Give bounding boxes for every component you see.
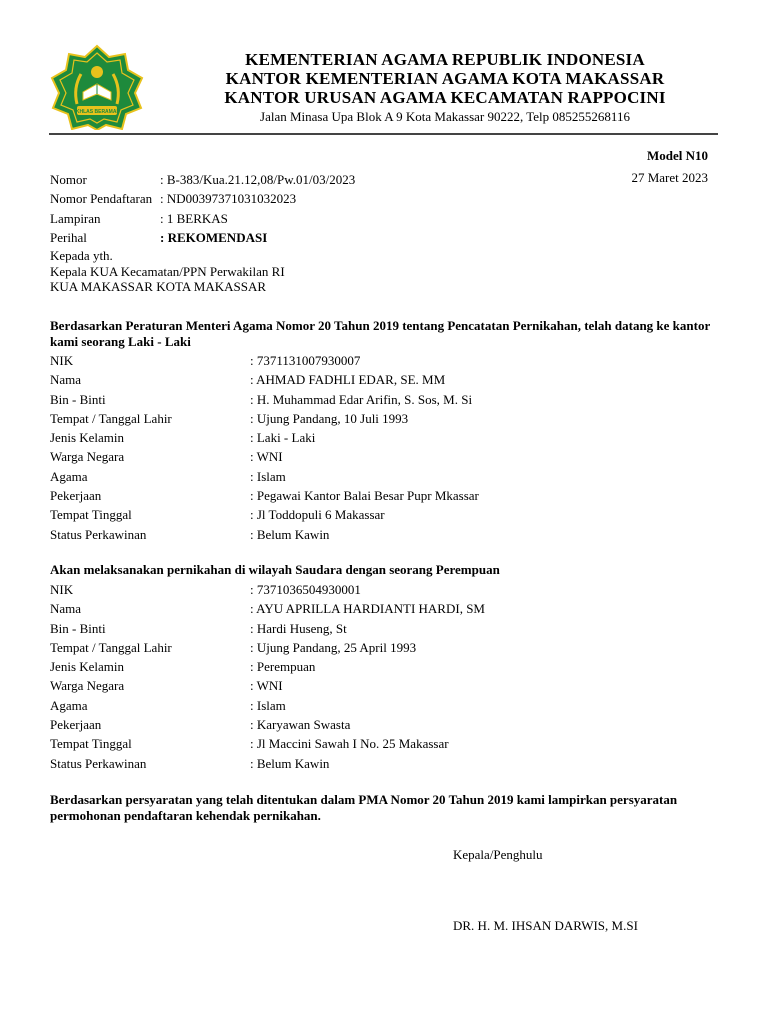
- field-label: Pekerjaan: [50, 488, 102, 504]
- signatory-name: DR. H. M. IHSAN DARWIS, M.SI: [453, 918, 638, 933]
- bride-row: [50, 696, 485, 715]
- model-code: Model N10: [646, 148, 708, 163]
- field-value: : AYU APRILLA HARDIANTI HARDI, SM: [250, 601, 485, 617]
- field-value: : 7371036504930001: [250, 582, 361, 597]
- field-value: : Islam: [250, 468, 286, 484]
- bride-intro-paragraph: Akan melaksanakan pernikahan di wilayah Saudara dengan seorang Perempuan: [50, 562, 500, 577]
- groom-row: [50, 505, 479, 524]
- meta-label: Nomor Pendaftaran: [50, 191, 153, 207]
- intro-paragraph: Berdasarkan Peraturan Menteri Agama Nomor 20 Tahun 2019 tentang Pencatatan Pernikahan, telah datang ke kantor kami seorang Laki - Laki: [50, 318, 711, 349]
- recipient-title: Kepala KUA Kecamatan/PPN Perwakilan RI: [50, 263, 285, 279]
- groom-row: [50, 390, 479, 409]
- ministry-title: KEMENTERIAN AGAMA REPUBLIK INDONESIA: [245, 50, 645, 69]
- bride-row: [50, 676, 485, 695]
- groom-row: [50, 409, 479, 428]
- field-value: : H. Muhammad Edar Arifin, S. Sos, M. Si: [250, 391, 473, 407]
- letterhead: [160, 50, 730, 125]
- field-value: : WNI: [250, 678, 283, 694]
- letter-date: 27 Maret 2023: [631, 170, 708, 185]
- letter-meta: [50, 170, 355, 247]
- meta-label: Nomor: [50, 172, 87, 187]
- closing-paragraph: Berdasarkan persyaratan yang telah ditentukan dalam PMA Nomor 20 Tahun 2019 kami lampirkan persyaratan permohonan pendaftaran kehendak pernikahan.: [50, 792, 678, 823]
- bride-details: [50, 580, 485, 773]
- logo-motto: IKHLAS BERAMAL: [74, 109, 120, 115]
- field-value: : Perempuan: [250, 659, 316, 675]
- bride-row: [50, 638, 485, 657]
- recipient-office: KUA MAKASSAR KOTA MAKASSAR: [50, 279, 267, 294]
- meta-row: [50, 228, 355, 247]
- field-label: Jenis Kelamin: [50, 430, 125, 446]
- office-address: Jalan Minasa Upa Blok A 9 Kota Makassar 90222, Telp 085255268116: [260, 109, 630, 124]
- meta-label: Lampiran: [50, 210, 101, 226]
- meta-value: : ND00397371031032023: [160, 191, 297, 207]
- city-office-title: KANTOR KEMENTERIAN AGAMA KOTA MAKASSAR: [225, 69, 665, 88]
- header-divider: [49, 133, 718, 135]
- groom-row: [50, 351, 479, 370]
- field-label: Pekerjaan: [50, 717, 102, 733]
- field-label: NIK: [50, 353, 74, 368]
- field-label: Tempat / Tanggal Lahir: [50, 410, 172, 426]
- recipient-block: [50, 248, 285, 295]
- field-value: : Jl Maccini Sawah I No. 25 Makassar: [250, 736, 449, 752]
- field-value: : WNI: [250, 449, 283, 465]
- field-label: Nama: [50, 601, 82, 617]
- field-label: Tempat / Tanggal Lahir: [50, 639, 172, 655]
- meta-row: [50, 209, 355, 228]
- bride-row: [50, 619, 485, 638]
- field-label: Bin - Binti: [50, 391, 106, 407]
- meta-value: : 1 BERKAS: [160, 210, 228, 226]
- groom-row: [50, 370, 479, 389]
- field-label: Status Perkawinan: [50, 526, 147, 542]
- field-value: : Ujung Pandang, 25 April 1993: [250, 639, 417, 655]
- field-value: : Hardi Huseng, St: [250, 620, 347, 636]
- field-label: Agama: [50, 468, 88, 484]
- subject-value: : REKOMENDASI: [160, 229, 268, 245]
- bride-row: [50, 715, 485, 734]
- bride-row: [50, 754, 485, 773]
- field-label: NIK: [50, 582, 74, 597]
- field-value: : Jl Toddopuli 6 Makassar: [250, 507, 385, 523]
- field-label: Jenis Kelamin: [50, 659, 125, 675]
- groom-row: [50, 467, 479, 486]
- field-value: : Ujung Pandang, 10 Juli 1993: [250, 410, 409, 426]
- bride-row: [50, 599, 485, 618]
- groom-row: [50, 447, 479, 466]
- signatory-title: Kepala/Penghulu: [453, 847, 543, 862]
- field-value: : Belum Kawin: [250, 755, 330, 771]
- field-value: : AHMAD FADHLI EDAR, SE. MM: [250, 372, 446, 388]
- meta-value: : B-383/Kua.21.12,08/Pw.01/03/2023: [160, 172, 356, 187]
- field-label: Tempat Tinggal: [50, 507, 132, 523]
- field-label: Tempat Tinggal: [50, 736, 132, 752]
- field-label: Warga Negara: [50, 678, 125, 694]
- field-value: : Belum Kawin: [250, 526, 330, 542]
- groom-row: [50, 428, 479, 447]
- field-value: : Karyawan Swasta: [250, 717, 351, 733]
- field-value: : Islam: [250, 697, 286, 713]
- meta-row: [50, 170, 355, 189]
- meta-label: Perihal: [50, 229, 87, 245]
- field-value: : Laki - Laki: [250, 430, 316, 446]
- kemenag-logo: [47, 44, 147, 130]
- field-value: : 7371131007930007: [250, 353, 361, 368]
- meta-row: [50, 189, 355, 208]
- bride-row: [50, 580, 485, 599]
- kua-title: KANTOR URUSAN AGAMA KECAMATAN RAPPOCINI: [224, 88, 666, 107]
- field-value: : Pegawai Kantor Balai Besar Pupr Mkassar: [250, 488, 479, 504]
- field-label: Warga Negara: [50, 449, 125, 465]
- bride-row: [50, 734, 485, 753]
- field-label: Status Perkawinan: [50, 755, 147, 771]
- field-label: Agama: [50, 697, 88, 713]
- groom-row: [50, 525, 479, 544]
- recipient-salutation: Kepada yth.: [50, 248, 113, 263]
- groom-details: [50, 351, 479, 544]
- bride-row: [50, 657, 485, 676]
- field-label: Bin - Binti: [50, 620, 106, 636]
- groom-row: [50, 486, 479, 505]
- field-label: Nama: [50, 372, 82, 388]
